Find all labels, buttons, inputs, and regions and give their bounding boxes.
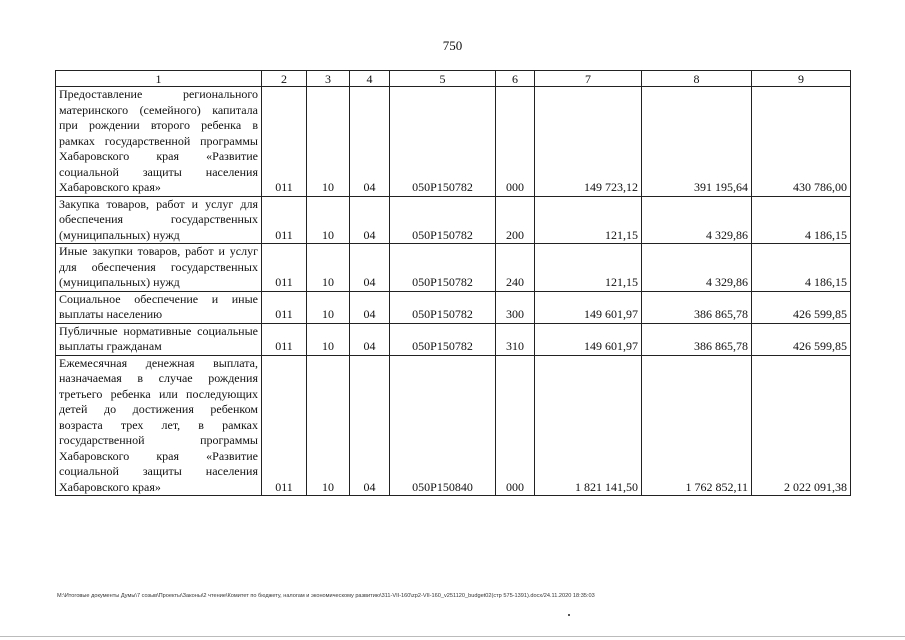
table-row bbox=[56, 323, 851, 355]
budget-table bbox=[55, 70, 851, 496]
cell-target-article: 050P150782 bbox=[390, 87, 496, 197]
cell-subsection: 04 bbox=[350, 87, 390, 197]
cell-target-article: 050P150782 bbox=[390, 196, 496, 244]
cell-subsection: 04 bbox=[350, 291, 390, 323]
cell-ministry: 011 bbox=[262, 291, 307, 323]
cell-expense-type: 310 bbox=[496, 323, 535, 355]
footer-file-path: M:\Итоговые документы Думы\7 созыв\Проекты\Законы\2 чтение\Комитет по бюджету, налогам и экономическому развитию\311-VII-160\zp2-VII-160_v251120_budget02(стр 575-1391).docx/24.11.2020 18:35:03 bbox=[57, 593, 595, 599]
table-row bbox=[56, 196, 851, 244]
cell-ministry: 011 bbox=[262, 323, 307, 355]
cell-amount-3: 4 186,15 bbox=[752, 244, 851, 292]
row-name: Социальное обеспечение и иные выплаты населению bbox=[56, 291, 262, 323]
cell-target-article: 050P150840 bbox=[390, 355, 496, 496]
cell-expense-type: 240 bbox=[496, 244, 535, 292]
cell-ministry: 011 bbox=[262, 244, 307, 292]
cell-amount-1: 149 723,12 bbox=[535, 87, 642, 197]
row-name: Закупка товаров, работ и услуг для обеспечения государственных (муниципальных) нужд bbox=[56, 196, 262, 244]
cell-amount-3: 2 022 091,38 bbox=[752, 355, 851, 496]
header-cell: 6 bbox=[496, 71, 535, 87]
cell-ministry: 011 bbox=[262, 87, 307, 197]
cell-target-article: 050P150782 bbox=[390, 323, 496, 355]
header-cell: 1 bbox=[56, 71, 262, 87]
row-name: Публичные нормативные социальные выплаты гражданам bbox=[56, 323, 262, 355]
cell-amount-2: 4 329,86 bbox=[642, 196, 752, 244]
cell-amount-3: 4 186,15 bbox=[752, 196, 851, 244]
header-cell: 4 bbox=[350, 71, 390, 87]
cell-expense-type: 300 bbox=[496, 291, 535, 323]
page-edge-line bbox=[0, 636, 905, 637]
cell-target-article: 050P150782 bbox=[390, 291, 496, 323]
page-number: 750 bbox=[442, 38, 463, 53]
cell-section: 10 bbox=[307, 323, 350, 355]
cell-subsection: 04 bbox=[350, 323, 390, 355]
cell-ministry: 011 bbox=[262, 355, 307, 496]
cell-amount-1: 149 601,97 bbox=[535, 323, 642, 355]
header-cell: 8 bbox=[642, 71, 752, 87]
cell-subsection: 04 bbox=[350, 244, 390, 292]
cell-target-article: 050P150782 bbox=[390, 244, 496, 292]
row-name: Ежемесячная денежная выплата, назначаемая в случае рождения третьего ребенка или последующих детей до достижения ребенком возраста трех лет, в рамках государственной программы Хабаровского края «Развитие социальной защиты населения Хабаровского края» bbox=[56, 355, 262, 496]
cell-section: 10 bbox=[307, 355, 350, 496]
header-cell: 9 bbox=[752, 71, 851, 87]
cell-section: 10 bbox=[307, 87, 350, 197]
header-cell: 3 bbox=[307, 71, 350, 87]
header-cell: 7 bbox=[535, 71, 642, 87]
table-row bbox=[56, 244, 851, 292]
cell-section: 10 bbox=[307, 291, 350, 323]
cell-amount-3: 426 599,85 bbox=[752, 291, 851, 323]
cell-expense-type: 000 bbox=[496, 355, 535, 496]
cell-expense-type: 200 bbox=[496, 196, 535, 244]
table-row bbox=[56, 291, 851, 323]
cell-section: 10 bbox=[307, 196, 350, 244]
cell-amount-2: 391 195,64 bbox=[642, 87, 752, 197]
row-name: Предоставление регионального материнского (семейного) капитала при рождении второго ребенка в рамках государственной программы Хабаровского края «Развитие социальной защиты населения Хабаровского края» bbox=[56, 87, 262, 197]
header-row bbox=[56, 71, 851, 87]
cell-amount-2: 386 865,78 bbox=[642, 323, 752, 355]
cell-amount-1: 121,15 bbox=[535, 244, 642, 292]
cell-expense-type: 000 bbox=[496, 87, 535, 197]
header-cell: 5 bbox=[390, 71, 496, 87]
row-name: Иные закупки товаров, работ и услуг для обеспечения государственных (муниципальных) нужд bbox=[56, 244, 262, 292]
cell-amount-1: 1 821 141,50 bbox=[535, 355, 642, 496]
cell-amount-3: 426 599,85 bbox=[752, 323, 851, 355]
cell-subsection: 04 bbox=[350, 355, 390, 496]
scan-dot bbox=[568, 614, 570, 616]
cell-amount-1: 121,15 bbox=[535, 196, 642, 244]
header-cell: 2 bbox=[262, 71, 307, 87]
cell-amount-1: 149 601,97 bbox=[535, 291, 642, 323]
cell-ministry: 011 bbox=[262, 196, 307, 244]
cell-subsection: 04 bbox=[350, 196, 390, 244]
cell-amount-3: 430 786,00 bbox=[752, 87, 851, 197]
table-row bbox=[56, 87, 851, 197]
cell-amount-2: 4 329,86 bbox=[642, 244, 752, 292]
cell-section: 10 bbox=[307, 244, 350, 292]
cell-amount-2: 386 865,78 bbox=[642, 291, 752, 323]
table-row bbox=[56, 355, 851, 496]
cell-amount-2: 1 762 852,11 bbox=[642, 355, 752, 496]
